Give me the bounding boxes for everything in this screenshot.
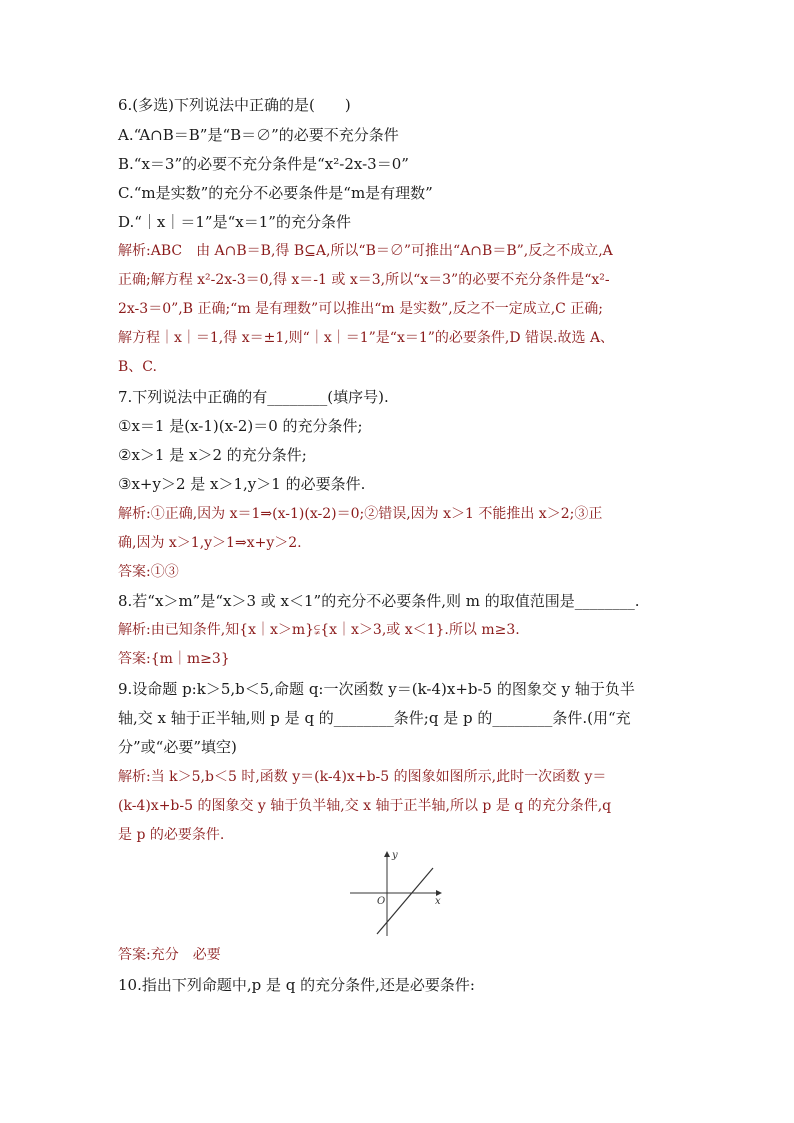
q7-item-3: ③x+y＞2 是 x＞1,y＞1 的必要条件. xyxy=(118,475,366,493)
q9-answer: 答案:充分 必要 xyxy=(118,947,221,963)
q9-analysis-line-2: (k-4)x+b-5 的图象交 y 轴于负半轴,交 x 轴于正半轴,所以 p 是 q 的充分条件,q xyxy=(118,798,612,814)
q6-option-b: B.“x＝3”的必要不充分条件是“x²-2x-3＝0” xyxy=(118,155,409,173)
q7-item-2: ②x＞1 是 x＞2 的充分条件; xyxy=(118,446,307,464)
q6-option-a: A.“A∩B＝B”是“B＝∅”的必要不充分条件 xyxy=(118,126,399,144)
q7-stem: 7.下列说法中正确的有________(填序号). xyxy=(118,388,389,406)
q6-stem: 6.(多选)下列说法中正确的是( ) xyxy=(118,96,351,114)
origin-label: O xyxy=(377,896,386,907)
q8-answer-label: 答案: xyxy=(118,651,151,667)
q6-option-d: D.“｜x｜＝1”是“x＝1”的充分条件 xyxy=(118,213,351,231)
x-axis-label: x xyxy=(435,896,441,907)
q7-analysis-label: 解析: xyxy=(118,506,151,522)
function-line xyxy=(377,868,433,934)
y-axis-label: y xyxy=(392,850,398,861)
q9-stem-line-1: 9.设命题 p:k＞5,b＜5,命题 q:一次函数 y＝(k-4)x+b-5 的图象交 y 轴于负半 xyxy=(118,680,635,698)
q6-analysis-line-2: 正确;解方程 x²-2x-3＝0,得 x＝-1 或 x＝3,所以“x＝3”的必要不充分条件是“x²- xyxy=(118,272,610,288)
q6-option-c: C.“m是实数”的充分不必要条件是“m是有理数” xyxy=(118,184,433,202)
q10-stem: 10.指出下列命题中,p 是 q 的充分条件,还是必要条件: xyxy=(118,976,475,994)
q9-answer-label: 答案: xyxy=(118,947,151,963)
q9-analysis-line-1: 解析:当 k＞5,b＜5 时,函数 y＝(k-4)x+b-5 的图象如图所示,此时一次函数 y＝ xyxy=(118,769,607,785)
q7-item-1: ①x＝1 是(x-1)(x-2)＝0 的充分条件; xyxy=(118,417,363,435)
q6-analysis-label: 解析: xyxy=(118,243,151,259)
q7-analysis-line-2: 确,因为 x＞1,y＞1⇒x+y＞2. xyxy=(118,535,302,551)
q8-analysis: 解析:由已知条件,知{x｜x＞m}⫋{x｜x＞3,或 x＜1}.所以 m≥3. xyxy=(118,622,520,638)
q7-analysis-line-1: 解析:①正确,因为 x＝1⇒(x-1)(x-2)＝0;②错误,因为 x＞1 不能推出 x＞2;③正 xyxy=(118,506,603,522)
q6-analysis-line-3: 2x-3＝0”,B 正确;“m 是有理数”可以推出“m 是实数”,反之不一定成立,C 正确; xyxy=(118,301,604,317)
linear-function-graph xyxy=(345,846,455,938)
q9-analysis-label: 解析: xyxy=(118,769,151,785)
q6-analysis-line-1: 解析:ABC 由 A∩B＝B,得 B⊆A,所以“B＝∅”可推出“A∩B＝B”,反之不成立,A xyxy=(118,243,613,259)
q9-analysis-line-3: 是 p 的必要条件. xyxy=(118,827,225,843)
q7-answer-label: 答案: xyxy=(118,564,151,580)
q7-answer: 答案:①③ xyxy=(118,564,179,580)
q9-stem-line-3: 分”或“必要”填空) xyxy=(118,738,237,756)
q8-analysis-label: 解析: xyxy=(118,622,151,638)
q6-analysis-line-4: 解方程｜x｜＝1,得 x＝±1,则“｜x｜＝1”是“x＝1”的必要条件,D 错误.故选 A、 xyxy=(118,330,615,346)
q8-answer: 答案:{m｜m≥3} xyxy=(118,651,230,667)
q8-stem: 8.若“x＞m”是“x＞3 或 x＜1”的充分不必要条件,则 m 的取值范围是________. xyxy=(118,592,640,610)
q6-analysis-line-5: B、C. xyxy=(118,359,157,375)
q9-stem-line-2: 轴,交 x 轴于正半轴,则 p 是 q 的________条件;q 是 p 的________条件.(用“充 xyxy=(118,709,631,727)
